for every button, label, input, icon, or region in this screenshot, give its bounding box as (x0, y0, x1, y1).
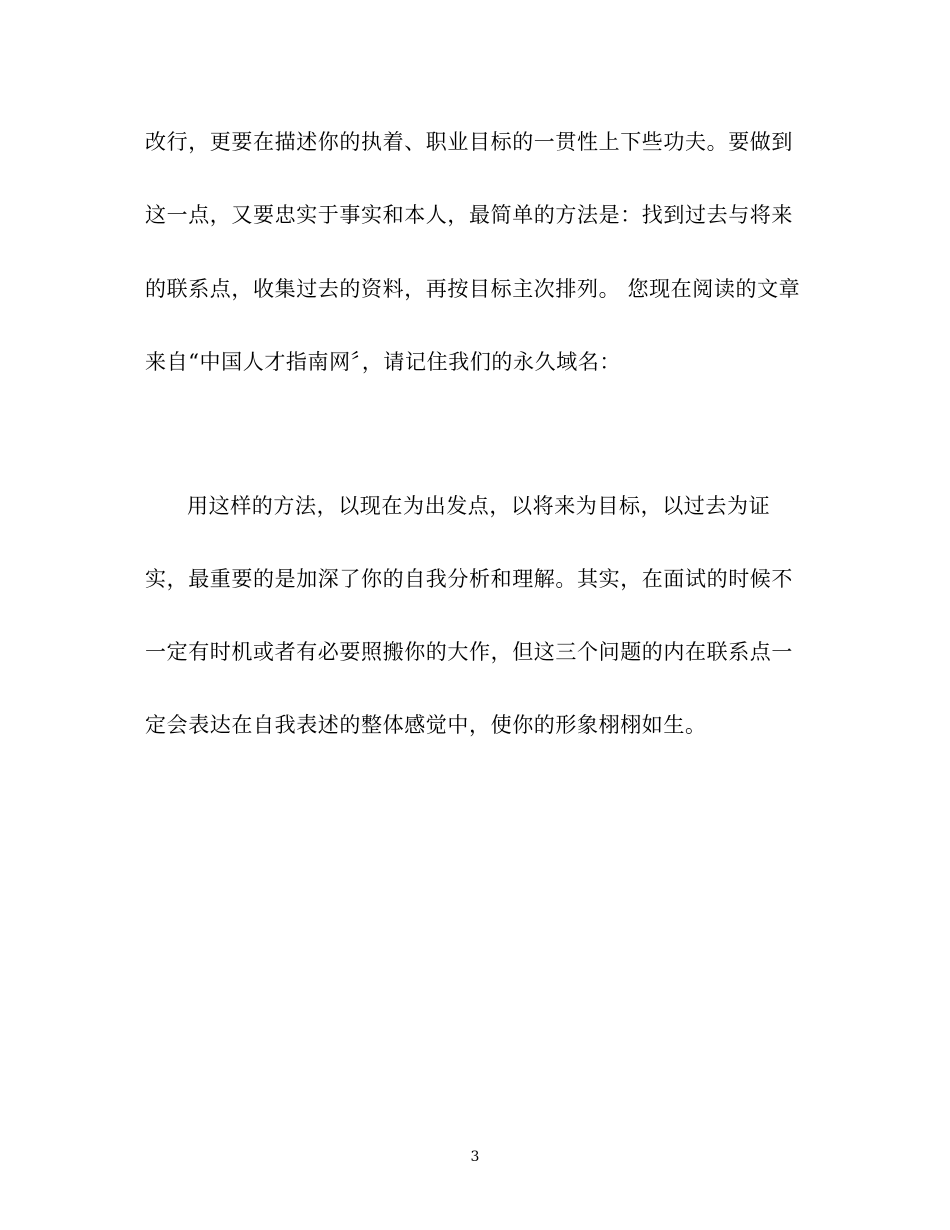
paragraph-line: 定会表达在自我表述的整体感觉中，使你的形象栩栩如生。 (145, 713, 707, 737)
paragraph-line: 改行，更要在描述你的执着、职业目标的一贯性上下些功夫。要做到 (145, 130, 793, 154)
page-number: 3 (470, 1149, 480, 1165)
paragraph-line: 一定有时机或者有必要照搬你的大作，但这三个问题的内在联系点一 (145, 640, 793, 664)
paragraph-line: 实，最重要的是加深了你的自我分析和理解。其实，在面试的时候不 (145, 567, 793, 591)
paragraph-line: 的联系点，收集过去的资料，再按目标主次排列。 您现在阅读的文章 (145, 277, 801, 301)
paragraph-line: 用这样的方法，以现在为出发点，以将来为目标，以过去为证 (187, 494, 771, 518)
paragraph-line: 来自“中国人才指南网〞，请记住我们的永久域名： (145, 350, 622, 374)
paragraph-line: 这一点，又要忠实于事实和本人，最简单的方法是：找到过去与将来 (145, 203, 793, 227)
